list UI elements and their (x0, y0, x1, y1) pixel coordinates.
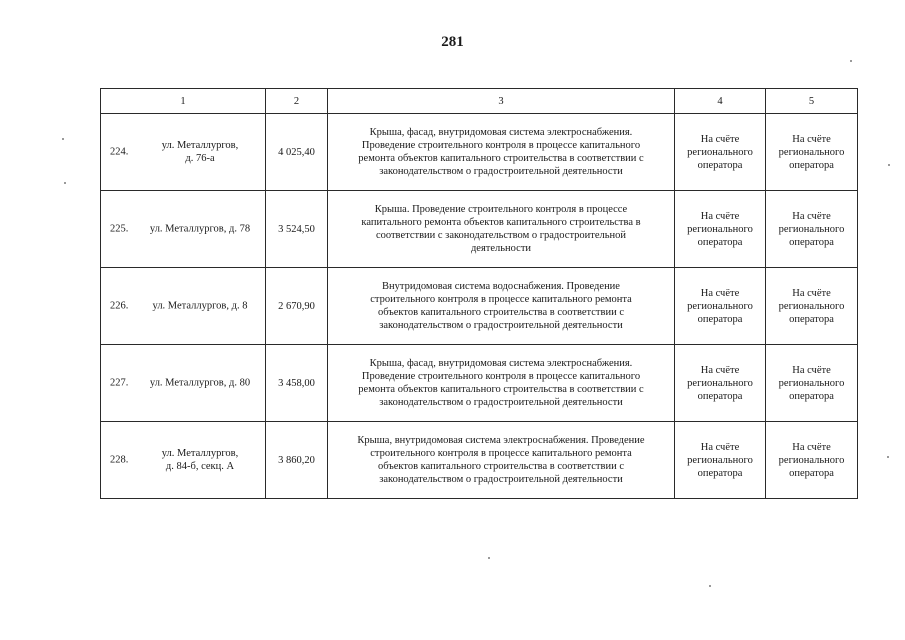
scan-speck (64, 182, 66, 184)
fund-account-col5: На счёте регионального оператора (766, 191, 858, 268)
fund-account-col4: На счёте регионального оператора (675, 191, 766, 268)
table-row (101, 191, 858, 268)
building-area: 3 458,00 (266, 345, 328, 422)
address-cell (101, 114, 266, 191)
building-address: ул. Металлургов, д. 84-б, секц. А (161, 448, 239, 472)
fund-account-col4: На счёте регионального оператора (675, 114, 766, 191)
fund-account-col5: На счёте регионального оператора (766, 114, 858, 191)
address-cell (101, 191, 266, 268)
scan-speck (488, 557, 490, 559)
building-address: ул. Металлургов, д. 80 (149, 377, 251, 389)
table-row (101, 114, 858, 191)
row-number: 226. (110, 300, 129, 312)
fund-account-col4: На счёте регионального оператора (675, 422, 766, 499)
repair-works: Крыша, фасад, внутридомовая система электроснабжения. Проведение строительного контроля в процессе капитального ремонта объектов капитального строительства в соответствии с законодательством о градостроительной деятельности (328, 345, 675, 422)
column-header-2: 2 (266, 89, 328, 114)
building-area: 2 670,90 (266, 268, 328, 345)
table-row (101, 268, 858, 345)
page-number: 281 (441, 34, 464, 50)
column-header-1: 1 (101, 89, 266, 114)
scan-speck (888, 164, 890, 166)
fund-account-col5: На счёте регионального оператора (766, 268, 858, 345)
fund-account-col4: На счёте регионального оператора (675, 268, 766, 345)
repair-works: Крыша. Проведение строительного контроля в процессе капитального ремонта объектов капитального строительства в соответствии с законодательством о градостроительной деятельности (328, 191, 675, 268)
repair-works: Крыша, внутридомовая система электроснабжения. Проведение строительного контроля в процессе капитального ремонта объектов капитального строительства в соответствии с законодательством о градостроительной деятельности (328, 422, 675, 499)
scan-speck (887, 456, 889, 458)
building-address: ул. Металлургов, д. 76-а (161, 140, 239, 164)
fund-account-col5: На счёте регионального оператора (766, 345, 858, 422)
column-header-5: 5 (766, 89, 858, 114)
scan-speck (850, 60, 852, 62)
scan-speck (709, 585, 711, 587)
repair-works: Крыша, фасад, внутридомовая система электроснабжения. Проведение строительного контроля в процессе капитального ремонта объектов капитального строительства в соответствии с законодательством о градостроительной деятельности (328, 114, 675, 191)
row-number: 224. (110, 146, 129, 158)
column-header-4: 4 (675, 89, 766, 114)
column-header-3: 3 (328, 89, 675, 114)
address-cell (101, 268, 266, 345)
table-row (101, 422, 858, 499)
repair-works: Внутридомовая система водоснабжения. Проведение строительного контроля в процессе капитального ремонта объектов капитального строительства в соответствии с законодательством о градостроительной деятельности (328, 268, 675, 345)
fund-account-col5: На счёте регионального оператора (766, 422, 858, 499)
building-area: 4 025,40 (266, 114, 328, 191)
row-number: 225. (110, 223, 129, 235)
building-area: 3 524,50 (266, 191, 328, 268)
address-cell (101, 422, 266, 499)
table-row (101, 345, 858, 422)
address-cell (101, 345, 266, 422)
row-number: 227. (110, 377, 129, 389)
building-address: ул. Металлургов, д. 78 (149, 223, 251, 235)
scan-speck (62, 138, 64, 140)
row-number: 228. (110, 454, 129, 466)
capital-repair-table (100, 88, 858, 499)
fund-account-col4: На счёте регионального оператора (675, 345, 766, 422)
building-address: ул. Металлургов, д. 8 (152, 300, 248, 312)
building-area: 3 860,20 (266, 422, 328, 499)
table-header-row (101, 89, 858, 114)
